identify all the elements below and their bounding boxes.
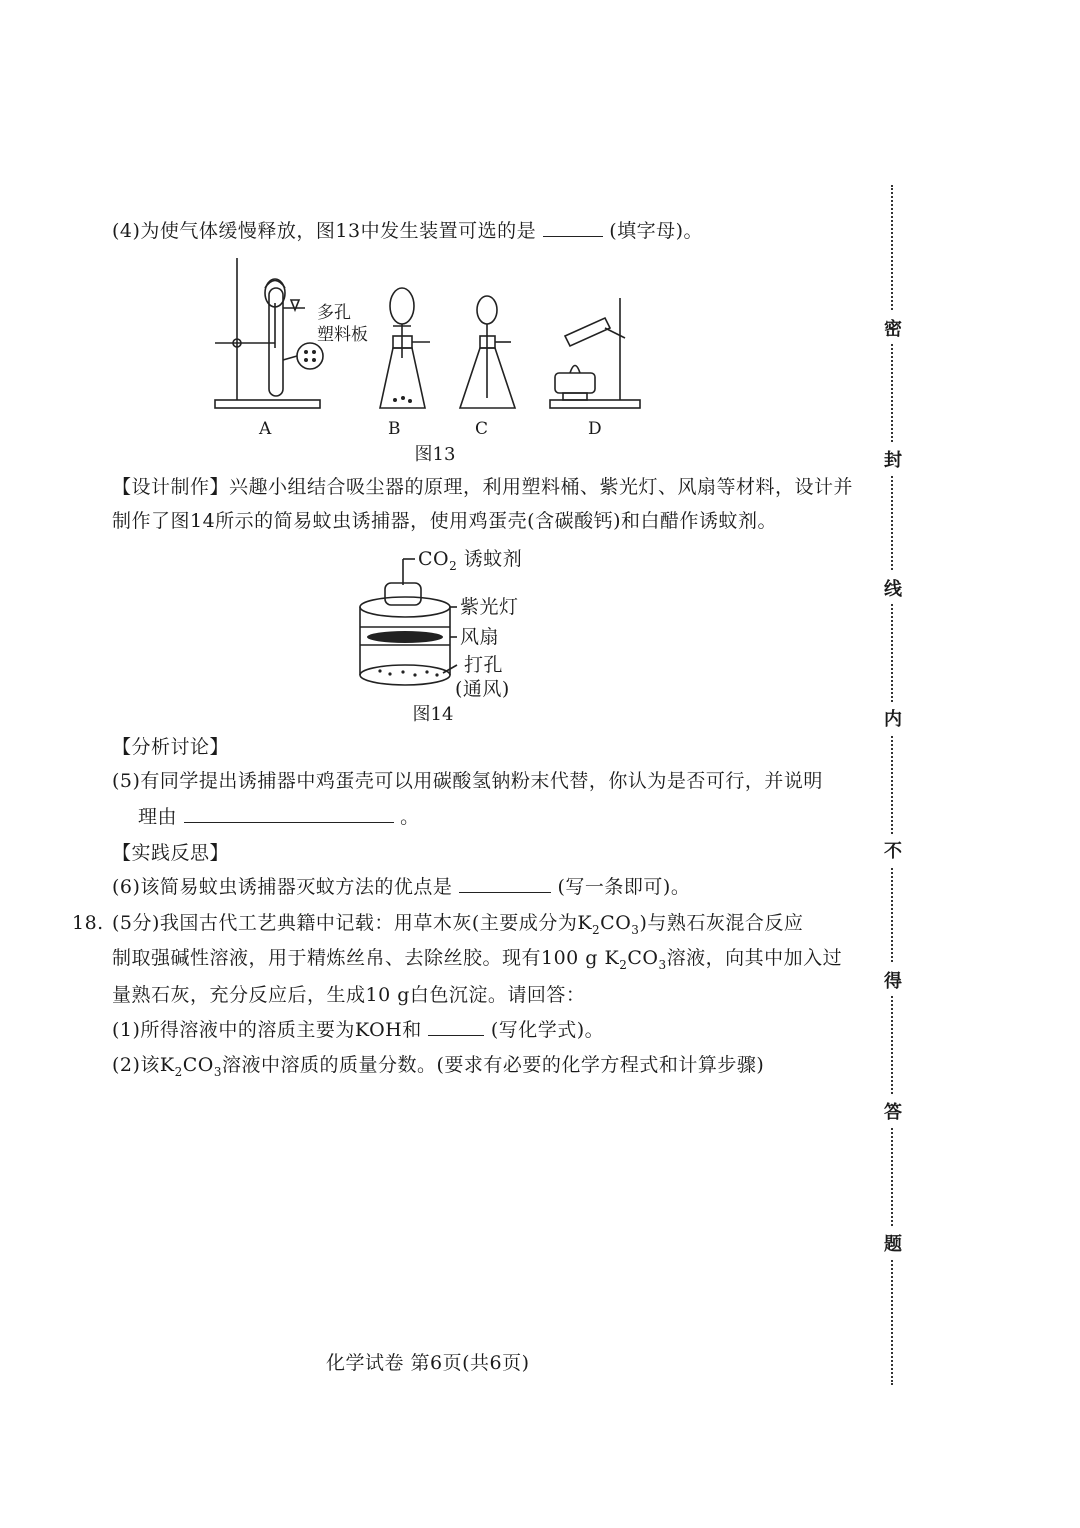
- answer-blank-5[interactable]: [184, 804, 394, 823]
- label-fan: 风扇: [460, 626, 500, 648]
- label-hole: 打孔: [464, 654, 504, 676]
- figure-14-caption: 图14: [412, 704, 454, 725]
- label-a: A: [259, 419, 272, 439]
- design-line-2: 制作了图14所示的简易蚊虫诱捕器，使用鸡蛋壳(含碳酸钙)和白醋作诱蚊剂。: [112, 510, 778, 532]
- label-d: D: [588, 419, 602, 439]
- question-4: (4)为使气体缓慢释放，图13中发生装置可选的是 (填字母)。: [112, 220, 704, 242]
- seal-char-4: 内: [882, 702, 904, 734]
- seal-char-5: 不: [882, 834, 904, 866]
- label-b: B: [388, 419, 401, 439]
- seal-char-1: 密: [882, 312, 904, 344]
- question-18-part-1: (1)所得溶液中的溶质主要为KOH和 (写化学式)。: [112, 1019, 605, 1041]
- design-line-1: 【设计制作】兴趣小组结合吸尘器的原理，利用塑料桶、紫光灯、风扇等材料，设计并: [112, 476, 854, 498]
- seal-char-3: 线: [882, 572, 904, 604]
- question-18-part-2: (2)该$K_2CO_3$溶液中溶质的质量分数。(要求有必要的化学方程式和计算步骤): [112, 1054, 765, 1079]
- page-footer: 化学试卷 第6页(共6页): [326, 1352, 530, 1374]
- apparatus-c: [460, 296, 515, 408]
- seal-char-7: 答: [882, 1095, 904, 1127]
- question-18-line-3: 量熟石灰，充分反应后，生成10 g白色沉淀。请回答：: [112, 984, 586, 1006]
- question-18-number: 18.: [72, 912, 104, 934]
- figure-13-caption: 图13: [414, 444, 456, 465]
- answer-blank-6[interactable]: [459, 874, 551, 893]
- analysis-heading: 【分析讨论】: [112, 736, 230, 758]
- answer-blank-18-1[interactable]: [428, 1017, 484, 1036]
- seal-line: [891, 185, 893, 1385]
- question-6: (6)该简易蚊虫诱捕器灭蚊方法的优点是 (写一条即可)。: [112, 876, 691, 898]
- practice-heading: 【实践反思】: [112, 842, 230, 864]
- answer-blank-4[interactable]: [543, 218, 603, 237]
- question-5-line-1: (5)有同学提出诱捕器中鸡蛋壳可以用碳酸氢钠粉末代替，你认为是否可行，并说明: [112, 770, 823, 792]
- callout-line-2: 塑料板: [317, 325, 368, 345]
- label-lamp: 紫光灯: [460, 596, 519, 618]
- question-18-line-1: (5分)我国古代工艺典籍中记载：用草木灰(主要成分为$K_2CO_3$)与熟石灰混合反应: [112, 912, 804, 937]
- label-co2: $CO_2$ 诱蚊剂: [418, 548, 523, 573]
- callout-line-1: 多孔: [317, 303, 351, 323]
- label-c: C: [475, 419, 489, 439]
- seal-char-6: 得: [882, 964, 904, 996]
- seal-char-2: 封: [882, 443, 904, 475]
- label-vent: (通风): [455, 678, 510, 700]
- figure-13: [205, 248, 645, 468]
- seal-char-8: 题: [882, 1227, 904, 1259]
- apparatus-a: [215, 258, 368, 408]
- apparatus-b: [380, 288, 430, 408]
- apparatus-d: [550, 298, 640, 408]
- question-5-line-2: 理由 。: [138, 806, 420, 828]
- question-18-line-2: 制取强碱性溶液，用于精炼丝帛、去除丝胶。现有100 g $K_2CO_3$溶液，向其中加入过: [112, 947, 843, 972]
- answer-area[interactable]: [112, 1092, 812, 1332]
